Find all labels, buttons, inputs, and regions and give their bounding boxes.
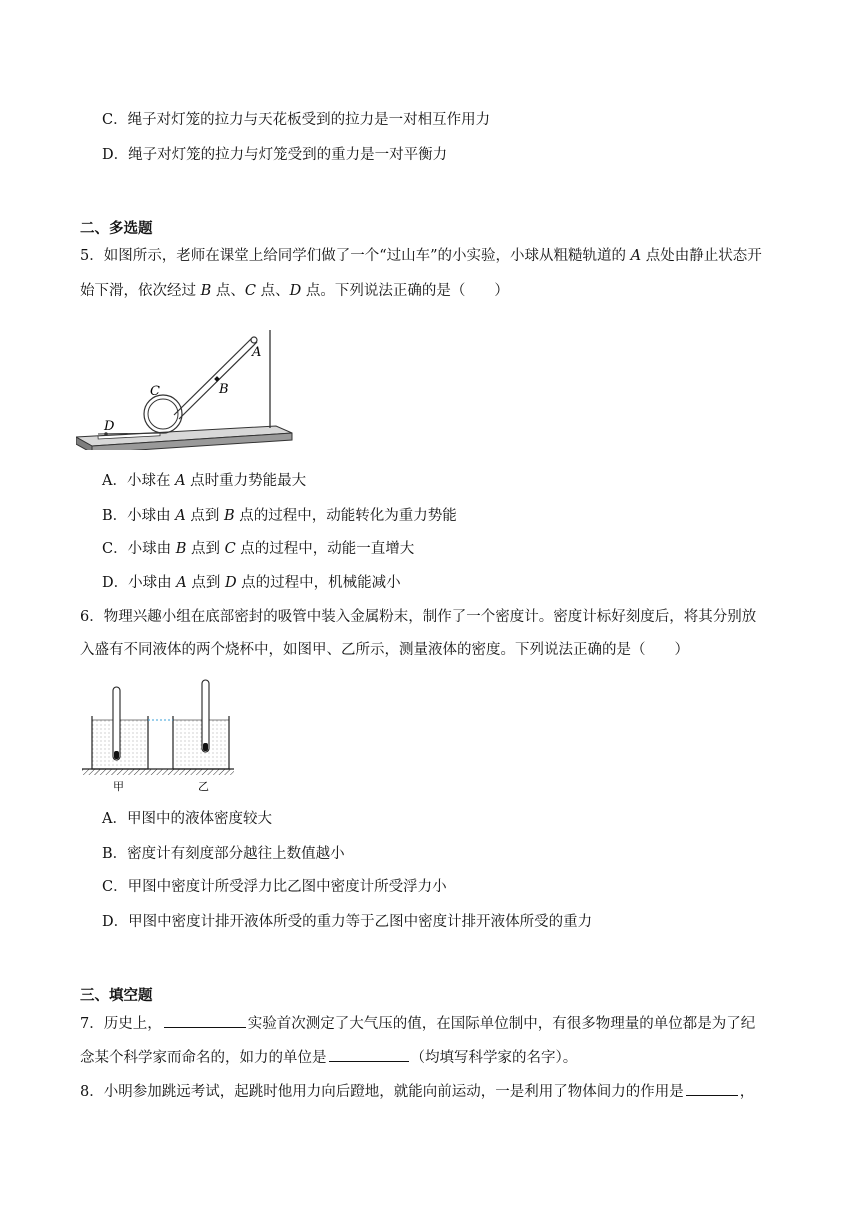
q6-option-d: D．甲图中密度计排开液体所受的重力等于乙图中密度计排开液体所受的重力	[102, 914, 593, 930]
label-b: B	[219, 382, 229, 397]
q5-stem-line2: 始下滑，依次经过 B 点、C 点、D 点。下列说法正确的是（ ）	[80, 283, 509, 299]
q8-line1: 8．小明参加跳远考试，起跳时他用力向后蹬地，就能向前运动，一是利用了物体间力的作用是 ，	[80, 1081, 754, 1102]
label-jia: 甲	[113, 780, 124, 793]
q6-stem-line1: 6．物理兴趣小组在底部密封的吸管中装入金属粉末，制作了一个密度计。密度计标好刻度后，将其分别放	[80, 609, 757, 625]
label-a: A	[252, 345, 262, 360]
q5-option-a: A．小球在 A 点时重力势能最大	[102, 473, 307, 489]
q7-line2: 念某个科学家而命名的，如力的单位是 （均填写科学家的名字）。	[80, 1047, 577, 1068]
q6-option-b: B．密度计有刻度部分越往上数值越小	[102, 846, 345, 862]
q4-option-c: C．绳子对灯笼的拉力与天花板受到的拉力是一对相互作用力	[102, 112, 491, 128]
hydrometer-figure	[80, 676, 240, 796]
label-d: D	[104, 419, 115, 434]
q5-option-d: D．小球由 A 点到 D 点的过程中，机械能减小	[102, 575, 401, 591]
label-c: C	[150, 384, 160, 399]
answer-blank[interactable]	[686, 1081, 738, 1096]
q6-option-a: A．甲图中的液体密度较大	[102, 811, 272, 827]
answer-blank[interactable]	[164, 1013, 246, 1028]
q5-stem-line1: 5．如图所示，老师在课堂上给同学们做了一个“过山车”的小实验，小球从粗糙轨道的 A 点处由静止状态开	[80, 248, 762, 264]
q5-option-c: C．小球由 B 点到 C 点的过程中，动能一直增大	[102, 541, 415, 557]
q4-option-d: D．绳子对灯笼的拉力与灯笼受到的重力是一对平衡力	[102, 147, 448, 163]
q6-option-c: C．甲图中密度计所受浮力比乙图中密度计所受浮力小	[102, 879, 447, 895]
q7-line1: 7．历史上， 实验首次测定了大气压的值，在国际单位制中，有很多物理量的单位都是为了纪	[80, 1013, 755, 1034]
section-title-multiple-choice: 二、多选题	[80, 221, 153, 237]
label-yi: 乙	[198, 780, 209, 793]
section-title-fill-blank: 三、填空题	[80, 988, 153, 1004]
answer-blank[interactable]	[329, 1047, 409, 1062]
q6-stem-line2: 入盛有不同液体的两个烧杯中，如图甲、乙所示，测量液体的密度。下列说法正确的是（ ）	[80, 642, 689, 658]
q5-option-b: B．小球由 A 点到 B 点的过程中，动能转化为重力势能	[102, 508, 457, 524]
roller-coaster-figure	[76, 330, 298, 450]
